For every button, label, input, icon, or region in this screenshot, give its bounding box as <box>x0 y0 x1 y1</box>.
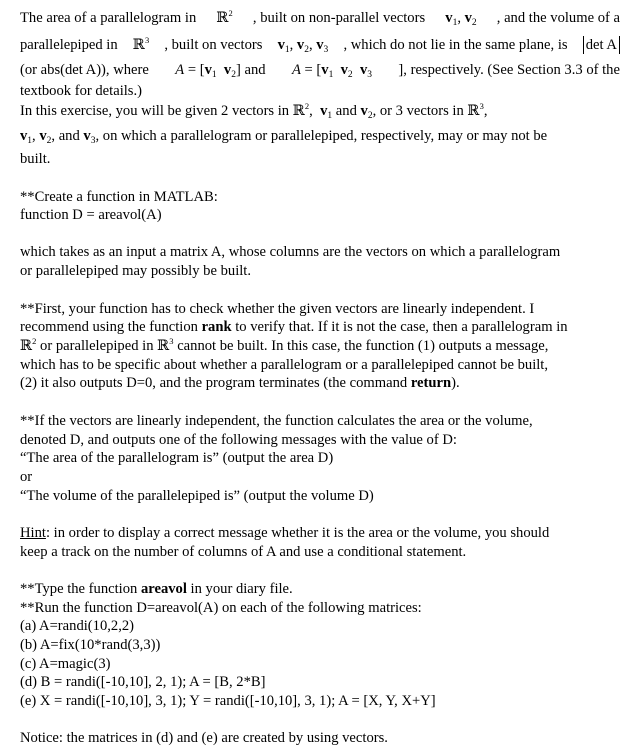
create-line-1: **Create a function in MATLAB: <box>20 189 218 205</box>
type-line-1: **Type the function areavol in your diary file. <box>20 581 293 597</box>
list-item: (e) X = randi([-10,10], 3, 1); Y = randi([-10,10], 3, 1); A = [X, Y, X+Y] <box>20 693 436 709</box>
first-line-5: (2) it also outputs D=0, and the program terminates (the command return). <box>20 375 460 391</box>
which-line-2: or parallelepiped may possibly be built. <box>20 263 252 279</box>
intro-line-4: textbook for details.) <box>20 83 142 99</box>
rank-keyword: rank <box>201 319 232 335</box>
indep-line-1: **If the vectors are linearly independent, the function calculates the area or the volume, <box>20 413 533 429</box>
list-item: (d) B = randi([-10,10], 2, 1); A = [B, 2*B] <box>20 674 266 690</box>
areavol-keyword: areavol <box>140 581 187 597</box>
list-item: (a) A=randi(10,2,2) <box>20 618 134 634</box>
first-line-2: recommend using the function rank to verify that. If it is not the case, then a parallelogram in <box>20 319 568 335</box>
hint-line-1: Hint: in order to display a correct message whether it is the area or the volume, you should <box>20 525 550 541</box>
create-line-2: function D = areavol(A) <box>20 207 162 223</box>
first-line-4: which has to be specific about whether a parallelogram or a parallelepiped cannot be built, <box>20 357 549 373</box>
intro-line-2: parallelepiped in ℝ$^3$ , built on vectors $v_1$, $v_2$, $v_3$ , which do not lie in the same plane, is det A <box>20 36 620 54</box>
intro-line-1: The area of a parallelogram in ℝ$^2$ , built on non-parallel vectors $v_1$, $v_2$ , and the volume of a <box>20 8 620 28</box>
hint-line-2: keep a track on the number of columns of A and use a conditional statement. <box>20 544 467 560</box>
indep-line-3: “The area of the parallelogram is” (output the area D) <box>20 450 334 466</box>
notice-line: Notice: the matrices in (d) and (e) are created by using vectors. <box>20 730 388 746</box>
intro-line-3: (or abs(det A)), where $A = [v_1$ $v_2$] and $A = [v_1$ $v_2$ $v_3$ ], respectively. (See Section 3.3 of the <box>20 62 620 80</box>
which-line-1: which takes as an input a matrix A, whose columns are the vectors on which a parallelogram <box>20 244 561 260</box>
return-keyword: return <box>410 375 452 391</box>
indep-line-4: or <box>20 469 33 485</box>
first-line-1: **First, your function has to check whether the given vectors are linearly independent. I <box>20 301 535 317</box>
type-line-2: **Run the function D=areavol(A) on each of the following matrices: <box>20 600 422 616</box>
indep-line-2: denoted D, and outputs one of the following messages with the value of D: <box>20 432 457 448</box>
intro-line-6: $v_1$, $v_2$, and $v_3$, on which a parallelogram or parallelepiped, respectively, may or may not be <box>20 128 548 146</box>
intro-line-5: In this exercise, you will be given 2 vectors in ℝ$^2$, $v_1$ and $v_2$, or 3 vectors in ℝ$^3$, <box>20 101 488 121</box>
list-item: (b) A=fix(10*rand(3,3)) <box>20 637 161 653</box>
list-item: (c) A=magic(3) <box>20 656 111 672</box>
intro-line-7: built. <box>20 151 51 167</box>
det-a-expression: det A <box>583 36 620 54</box>
indep-line-5: “The volume of the parallelepiped is” (output the volume D) <box>20 488 374 504</box>
hint-label: Hint <box>20 525 46 541</box>
first-line-3: ℝ$^2$ or parallelepiped in ℝ$^3$ cannot be built. In this case, the function (1) outputs a message, <box>20 336 549 354</box>
